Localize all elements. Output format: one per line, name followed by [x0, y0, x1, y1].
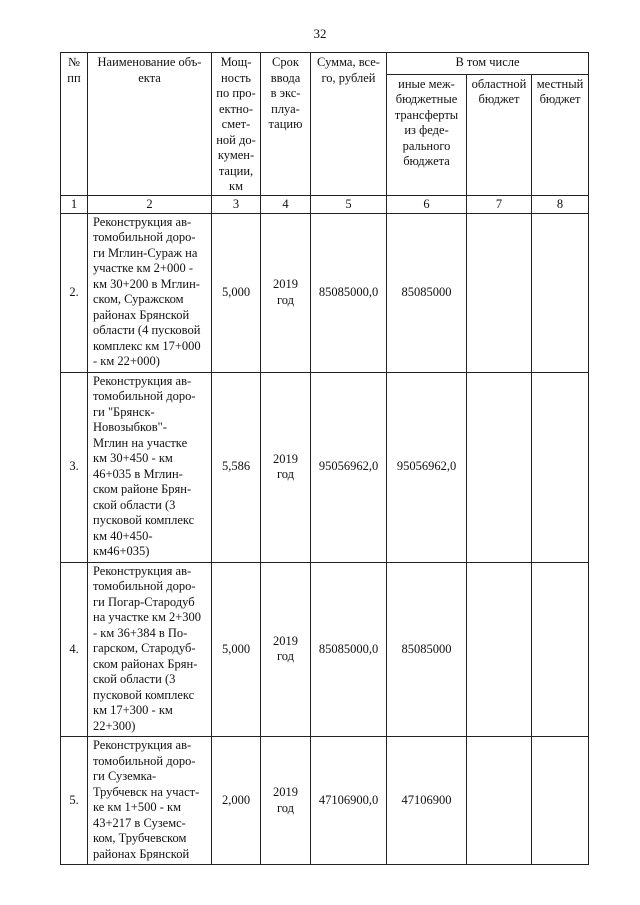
object-name: Реконструкция ав- томобильной доро- ги "Брянск- Новозыбков"- Мглин на участке км 30+450 - км 46+035 в Мглин- ском районе Брян- ской области (3 пусковой комплекс км 40+450- км46+035)	[88, 372, 212, 562]
column-number: 3	[212, 195, 261, 213]
sum-value: 85085000,0	[311, 213, 387, 372]
row-number: 4.	[61, 562, 88, 737]
transfers-value: 85085000	[387, 213, 467, 372]
objects-table	[60, 52, 589, 865]
local-value	[532, 562, 589, 737]
column-number: 7	[467, 195, 532, 213]
row-number: 5.	[61, 737, 88, 865]
header-term: Срок ввода в экс- плуа- тацию	[261, 53, 311, 196]
capacity-value: 5,000	[212, 213, 261, 372]
transfers-value: 95056962,0	[387, 372, 467, 562]
row-number: 2.	[61, 213, 88, 372]
transfers-value: 85085000	[387, 562, 467, 737]
sum-value: 85085000,0	[311, 562, 387, 737]
local-value	[532, 737, 589, 865]
header-capacity: Мощ- ность по про- ектно- смет- ной до- кумен- тации, км	[212, 53, 261, 196]
transfers-value: 47106900	[387, 737, 467, 865]
object-name: Реконструкция ав- томобильной доро- ги Мглин-Сураж на участке км 2+000 - км 30+200 в Мглин- ском, Суражском районах Брянской области (4 пусковой комплекс км 17+000 - км 22+000)	[88, 213, 212, 372]
row-number: 3.	[61, 372, 88, 562]
regional-value	[467, 562, 532, 737]
column-numbers-row	[61, 195, 589, 213]
column-number: 5	[311, 195, 387, 213]
header-sum: Сумма, все- го, рублей	[311, 53, 387, 196]
regional-value	[467, 737, 532, 865]
sum-value: 95056962,0	[311, 372, 387, 562]
regional-value	[467, 372, 532, 562]
header-name: Наименование объ- екта	[88, 53, 212, 196]
table-row	[61, 213, 589, 372]
table-row	[61, 737, 589, 865]
column-number: 2	[88, 195, 212, 213]
term-value: 2019 год	[261, 562, 311, 737]
object-name: Реконструкция ав- томобильной доро- ги Погар-Стародуб на участке км 2+300 - км 36+384 в По- гарском, Стародуб- ском районах Брян- ской области (3 пусковой комплекс км 17+300 - км 22+300)	[88, 562, 212, 737]
header-local: местный бюджет	[532, 74, 589, 195]
column-number: 6	[387, 195, 467, 213]
header-regional: областной бюджет	[467, 74, 532, 195]
header-transfers: иные меж- бюджетные трансферты из феде- рального бюджета	[387, 74, 467, 195]
column-number: 8	[532, 195, 589, 213]
local-value	[532, 213, 589, 372]
capacity-value: 5,000	[212, 562, 261, 737]
capacity-value: 2,000	[212, 737, 261, 865]
column-number: 1	[61, 195, 88, 213]
local-value	[532, 372, 589, 562]
table-row	[61, 372, 589, 562]
regional-value	[467, 213, 532, 372]
table-row	[61, 562, 589, 737]
sum-value: 47106900,0	[311, 737, 387, 865]
term-value: 2019 год	[261, 372, 311, 562]
object-name: Реконструкция ав- томобильной доро- ги Суземка- Трубчевск на участ- ке км 1+500 - км 43+217 в Суземс- ком, Трубчевском районах Брянской	[88, 737, 212, 865]
capacity-value: 5,586	[212, 372, 261, 562]
page-number: 32	[313, 26, 327, 41]
column-number: 4	[261, 195, 311, 213]
term-value: 2019 год	[261, 213, 311, 372]
header-including: В том числе	[387, 53, 589, 75]
header-num: № пп	[61, 53, 88, 196]
term-value: 2019 год	[261, 737, 311, 865]
